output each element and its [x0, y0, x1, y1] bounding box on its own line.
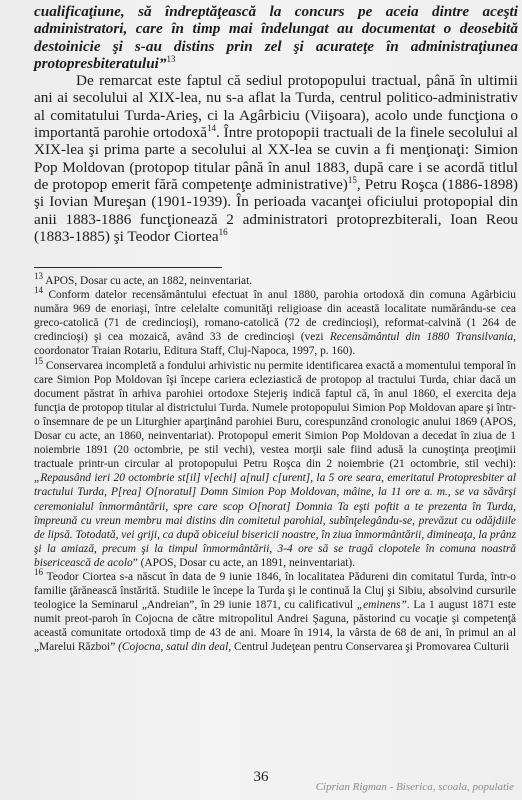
footnote-ref-16: 16 — [218, 226, 228, 237]
paragraph-2-part-a: De remarcat este faptul că sediul protopopului tractual, până în ultimii ani ai secolului al XIX-lea, nu s-a aflat la Turda, centrul politico-administrativ al comitatului Turda-Arieş, ci la Agârbiciu (Viişoara), acolo unde funcţiona o importantă parohie ortodoxă — [34, 72, 518, 142]
footnote-16-text-b: . La 1 august 1871 este numit preot-paroh în Cojocna de către mitropolitul Andrei Şaguna, păstorind cu vocaţie şi competenţă această comunitate ortodoxă timp de 43 de ani. Moare în 1914, la vârsta de 68 de ani, în primul an al „Marelui Război” — [34, 599, 516, 654]
footnote-14-number: 14 — [34, 285, 43, 296]
footnote-separator — [34, 267, 222, 268]
footnote-15-text-a: Conservarea incompletă a fondului arhivistic nu permite identificarea exactă a momentului temporal în care Simion Pop Moldovan îşi începe cariera ecleziastică de protopop al tractului Turda, chiar dacă un document păstrat în arhiva parohiei ortodoxe Stejeriş indică faptul că, în anul 1860, el exercita deja funcţia de protopop titular al districtului Turda. Numele protopopului Simion Pop Moldovan apare şi într-o însemnare de pe un Liturghier aparţinând parohiei Buru, corespunzând cronologic anului 1869 (APOS, Dosar cu acte, an 1860, neinventariat). Protopopul emerit Simion Pop Moldovan a decedat în ziua de 1 noiembrie 1891 (20 octombrie, pe stil vechi), vestea morţii sale fiind adusă la cunoştinţa preoţimii tractuale printr-un circular al protopopului Petru Roşca din 2 noiembrie (21 octombrie, stil vechi): — [34, 359, 516, 471]
footnote-16-italic-1: „eminens” — [356, 599, 407, 612]
footnote-13 — [34, 271, 516, 288]
footnote-16-text-c: , Centrul Judeţean pentru Conservarea şi Promovarea Culturii — [228, 641, 510, 654]
footnote-13-number: 13 — [34, 271, 43, 282]
footnote-ref-14: 14 — [207, 123, 217, 134]
paragraph-2-part-b: . Între protopopii tractuali de la finele secolului al XIX-lea şi prima parte a secolului al XX-lea se cuvin a fi menţionaţi: Simion Pop Moldovan (protopop titular până în anul 1883, după care i se acordă titlul de protopop emerit fără competenţe administrative) — [34, 124, 518, 193]
footnote-ref-15: 15 — [347, 174, 357, 185]
quote-italic: cualificaţiune, să îndreptăţească la concurs pe aceia dintre aceşti administratori, care în timp mai îndelungat au documentat o deosebită destoinicie şi s-au distins prin zel şi acurateţe în administraţiunea protopresbiteratului — [34, 3, 518, 72]
main-text — [34, 3, 518, 245]
footnote-16 — [34, 567, 516, 655]
footnote-13-text: APOS, Dosar cu acte, an 1882, neinventariat. — [43, 275, 253, 287]
footnote-15-number: 15 — [34, 355, 43, 366]
footnote-16-italic-2: (Cojocna, satul din deal — [118, 641, 229, 654]
footnote-ref-13: 13 — [166, 53, 176, 64]
footnote-16-number: 16 — [34, 567, 43, 578]
footnote-15-text-b: ” (APOS, Dosar cu acte, an 1891, neinventariat). — [132, 556, 356, 569]
page-number: 36 — [253, 769, 269, 785]
footnotes — [34, 271, 516, 655]
quote-end: ” — [158, 54, 167, 72]
running-footer: Ciprian Rigman - Biserica, scoala, populatie — [315, 781, 514, 793]
paragraph-2-part-c: , Petru Roşca (1886-1898) şi Iovian Mureşan (1901-1939). În perioada vacanţei oficiului protopopial din anii 1883-1886 funcţionează 2 administratori protoprezbiterali, Ioan Reou (1883-1885) şi Teodor Ciortea — [34, 175, 518, 245]
paragraph-2 — [34, 72, 518, 245]
footnote-14-text-b: , coordonator Traian Rotariu, Editura Staff, Cluj-Napoca, 1997, p. 160). — [34, 331, 516, 358]
footnote-14-text-a: Conform datelor recensământului efectuat în anul 1880, parohia ortodoxă din comuna Agârbiciu număra 969 de enoriaşi, între celelalte comunităţi religioase din această localitate numărându-se cea greco-catolică (71 de credincioşi), romano-catolică (72 de credincioşi), reformat-calvină (1 264 de credincioşi) şi cea mozaică, având 33 de credincioşi (vezi — [34, 289, 516, 344]
footnote-16-text-a: Teodor Ciortea s-a născut în data de 9 iunie 1846, în localitatea Pădureni din comitatul Turda, într-o familie ţărănească înstărită. Studiile le începe la Turda şi le continuă la Cluj şi Sibiu, absolvind cursurile teologice la Seminarul „Andreian”, în 29 iunie 1871, cu calificativul — [34, 570, 516, 612]
footnote-15-quote: „Repausând ieri 20 octombrie st[il] v[echi] a[nul] c[urent], la 5 ore seara, emeritatul Protopresbiter al tractului Turda, P[rea] O[noratul] Domn Simion Pop Moldovan, mâine, la 11 ore a. m., se va săvârşi ceremonialul înmormântării, spre care scop O[norat] Domnia Ta eşti poftit a te prezenta în Turda, împreună cu vreun membru mai distins din comitetul parohial, subînţelegându-se, prevăzut cu odăjdiile de lipsă. Totodată, vei griji, ca după obiceiul bisericii noastre, în ziua înmormântării, dimineaţa, la prânz şi la amiază, precum şi la timpul înmormântării, 3-4 ore să se tragă clopotele în comuna noastră bisericească de acolo — [34, 472, 516, 569]
paragraph-1 — [34, 3, 518, 72]
footnote-14 — [34, 285, 516, 358]
footnote-14-title: Recensământul din 1880 Transilvania — [329, 331, 514, 344]
footnote-15 — [34, 355, 516, 570]
